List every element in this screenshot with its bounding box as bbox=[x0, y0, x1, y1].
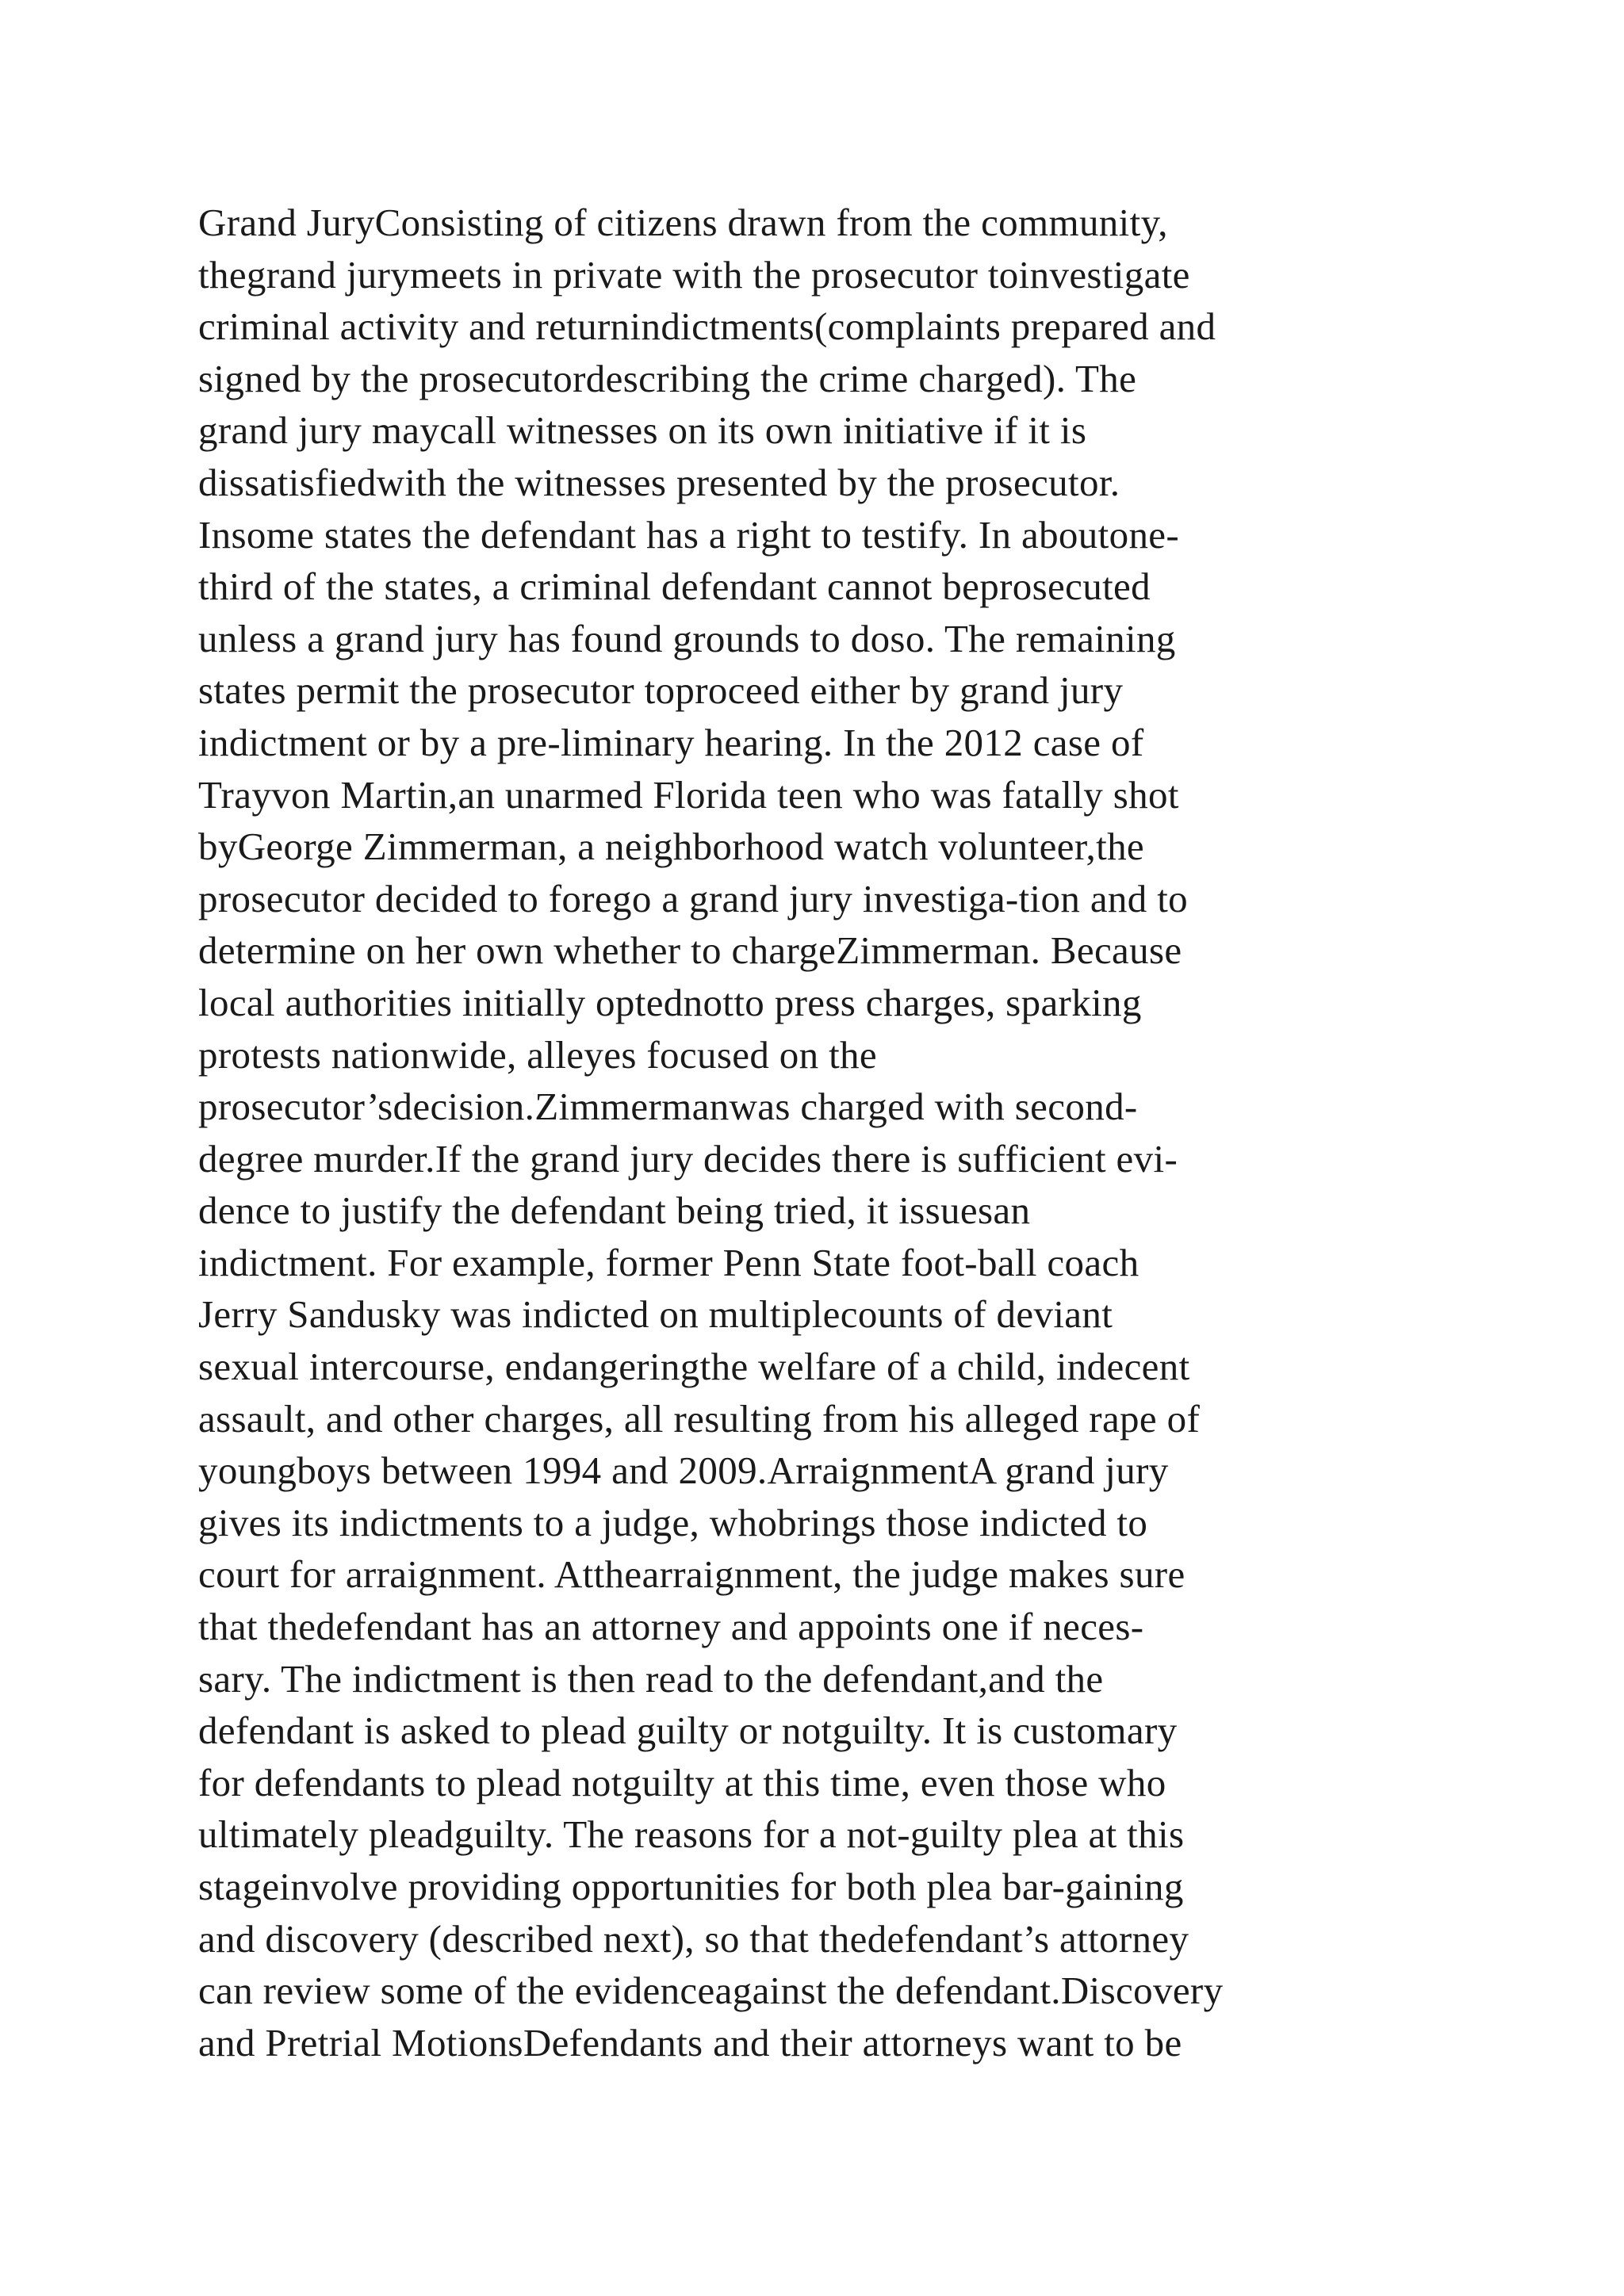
text-line: sary. The indictment is then read to the defendant,and the bbox=[198, 1656, 1104, 1701]
text-line: prosecutor’sdecision.Zimmermanwas charged with second- bbox=[198, 1085, 1138, 1129]
text-line: sexual intercourse, endangeringthe welfare of a child, indecent bbox=[198, 1345, 1190, 1389]
text-line: Jerry Sandusky was indicted on multiplecounts of deviant bbox=[198, 1292, 1113, 1337]
text-line: local authorities initially optednotto press charges, sparking bbox=[198, 980, 1142, 1024]
text-line: dence to justify the defendant being tried, it issuesan bbox=[198, 1188, 1031, 1233]
text-line: youngboys between 1994 and 2009.ArraignmentA grand jury bbox=[198, 1448, 1169, 1493]
text-line: Grand JuryConsisting of citizens drawn from the community, bbox=[198, 201, 1168, 244]
text-line: prosecutor decided to forego a grand jury investiga-tion and to bbox=[198, 876, 1189, 920]
text-line: ultimately pleadguilty. The reasons for a not-guilty plea at this bbox=[198, 1812, 1185, 1857]
text-line: court for arraignment. Atthearraignment, the judge makes sure bbox=[198, 1552, 1185, 1597]
text-line: states permit the prosecutor toproceed either by grand jury bbox=[198, 668, 1124, 713]
text-line: protests nationwide, alleyes focused on the bbox=[198, 1032, 877, 1077]
text-line: assault, and other charges, all resulting from his alleged rape of bbox=[198, 1396, 1201, 1441]
text-line: degree murder.If the grand jury decides there is sufficient evi- bbox=[198, 1136, 1178, 1181]
text-line: and Pretrial MotionsDefendants and their attorneys want to be bbox=[198, 2020, 1182, 2064]
text-line: Insome states the defendant has a right to testify. In aboutone- bbox=[198, 512, 1180, 557]
text-line: byGeorge Zimmerman, a neighborhood watch volunteer,the bbox=[198, 825, 1145, 869]
text-line: dissatisfiedwith the witnesses presented by the prosecutor. bbox=[198, 460, 1120, 504]
text-line: signed by the prosecutordescribing the crime charged). The bbox=[198, 356, 1137, 400]
text-line: determine on her own whether to chargeZimmerman. Because bbox=[198, 928, 1182, 973]
text-line: that thedefendant has an attorney and appoints one if neces- bbox=[198, 1605, 1144, 1649]
text-line: defendant is asked to plead guilty or notguilty. It is customary bbox=[198, 1709, 1178, 1753]
text-line: criminal activity and returnindictments(complaints prepared and bbox=[198, 304, 1216, 349]
body-text bbox=[198, 197, 1624, 2068]
text-line: third of the states, a criminal defendant cannot beprosecuted bbox=[198, 564, 1151, 609]
text-line: indictment or by a pre-liminary hearing. In the 2012 case of bbox=[198, 720, 1144, 764]
text-line: can review some of the evidenceagainst the defendant.Discovery bbox=[198, 1969, 1224, 2013]
text-line: grand jury maycall witnesses on its own initiative if it is bbox=[198, 408, 1087, 453]
text-line: indictment. For example, former Penn State foot-ball coach bbox=[198, 1240, 1139, 1284]
text-line: unless a grand jury has found grounds to doso. The remaining bbox=[198, 616, 1176, 660]
text-line: and discovery (described next), so that thedefendant’s attorney bbox=[198, 1916, 1189, 1961]
text-line: thegrand jurymeets in private with the prosecutor toinvestigate bbox=[198, 252, 1190, 297]
text-line: for defendants to plead notguilty at this time, even those who bbox=[198, 1760, 1166, 1804]
text-line: stageinvolve providing opportunities for both plea bar-gaining bbox=[198, 1865, 1184, 1908]
text-line: gives its indictments to a judge, whobrings those indicted to bbox=[198, 1500, 1148, 1544]
text-line: Trayvon Martin,an unarmed Florida teen who was fatally shot bbox=[198, 772, 1179, 817]
